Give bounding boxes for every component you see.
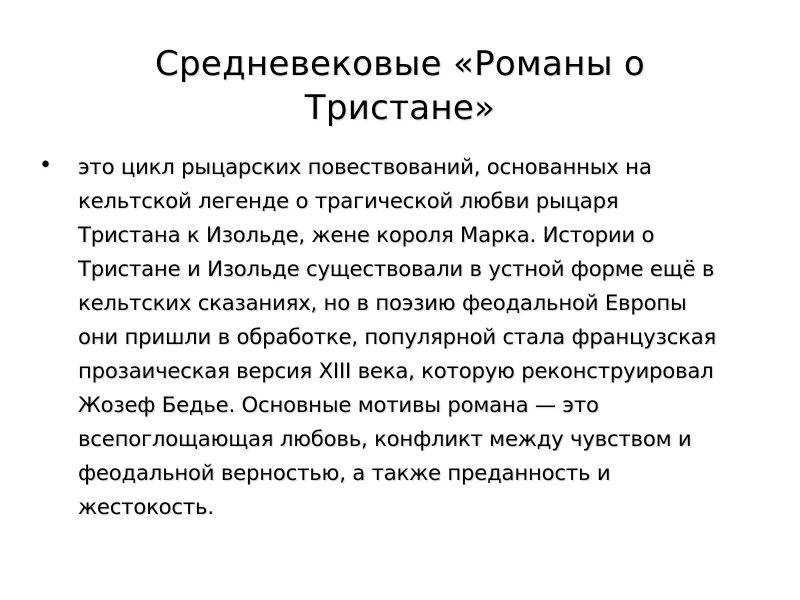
bullet-item	[36, 150, 726, 524]
slide-title: Средневековые «Романы о Тристане»	[155, 44, 645, 128]
bullet-marker: •	[39, 153, 52, 178]
bullet-text: это цикл рыцарских повествований, основанных на кельтской легенде о трагической любви рыцаря Тристана к Изольде, жене короля Марка. Истории о Тристане и Изольде существовали в устной форме ещё в кельтских сказаниях, но в поэзию феодальной Европы они пришли в обработке, популярной стала французская прозаическая версия XIII века, которую реконструировал Жозеф Бедье. Основные мотивы романа — это всепоглощающая любовь, конфликт между чувством и феодальной верностью, а также преданность и жестокость.	[78, 154, 717, 519]
bullet-list	[36, 150, 726, 524]
